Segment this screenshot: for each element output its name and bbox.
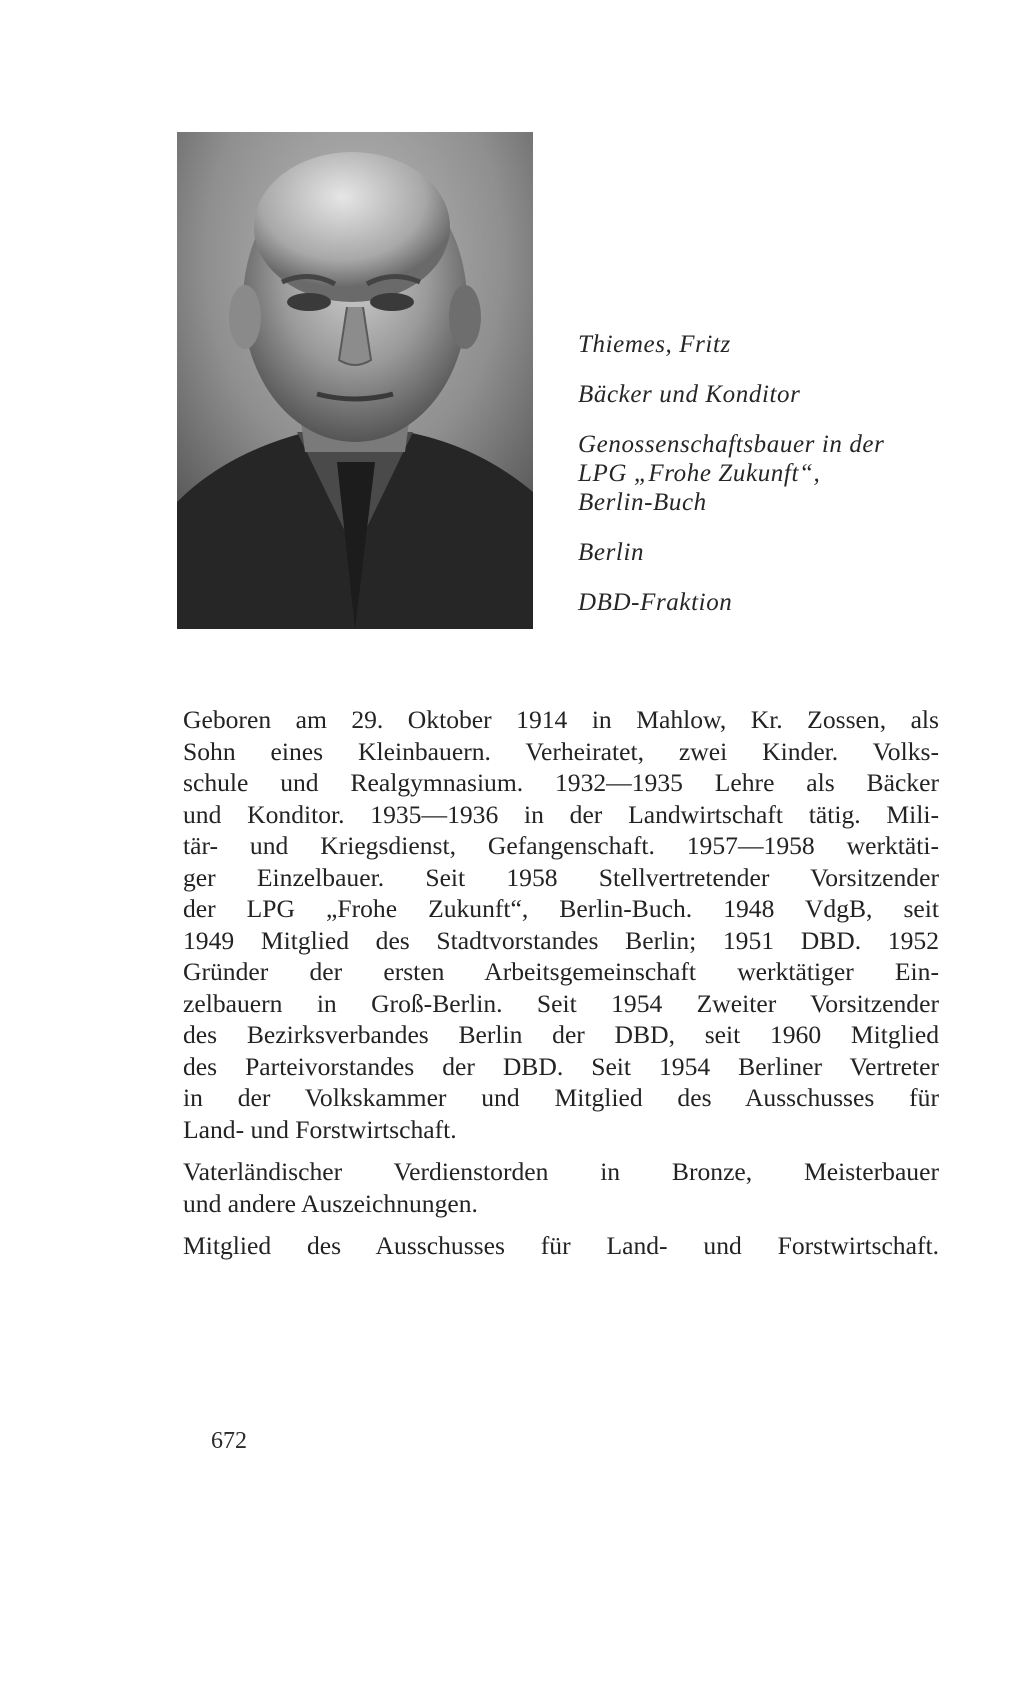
- bio-line: in der Volkskammer und Mitglied des Ausschusses für: [183, 1083, 939, 1112]
- bio-line: des Parteivorstandes der DBD. Seit 1954 Berliner Vertreter: [183, 1051, 939, 1081]
- bio-line: ger Einzelbauer. Seit 1958 Stellvertretender Vorsitzender: [183, 862, 939, 892]
- position-line: Berlin-Buch: [578, 489, 707, 516]
- bio-paragraph-1: [183, 704, 939, 1145]
- bio-line: Mitglied des Ausschusses für Land- und Forstwirtschaft.: [183, 1231, 939, 1260]
- bio-line: Vaterländischer Verdienstorden in Bronze, Meisterbauer: [183, 1157, 939, 1186]
- bio-line: schule und Realgymnasium. 1932—1935 Lehre als Bäcker: [183, 768, 939, 797]
- bio-paragraph-2: [183, 1156, 939, 1219]
- bio-line: des Bezirksverbandes Berlin der DBD, seit 1960 Mitglied: [183, 1020, 939, 1049]
- caption-block: [578, 330, 998, 638]
- page-number: 672: [211, 1428, 247, 1454]
- position: [578, 430, 998, 517]
- bio-line: der LPG „Frohe Zukunft“, Berlin-Buch. 1948 VdgB, seit: [183, 894, 939, 923]
- bio-line: Gründer der ersten Arbeitsgemeinschaft werktätiger Ein-: [183, 957, 939, 986]
- person-name: Thiemes, Fritz: [578, 331, 731, 358]
- profession: Bäcker und Konditor: [578, 381, 801, 408]
- bio-line: 1949 Mitglied des Stadtvorstandes Berlin; 1951 DBD. 1952: [183, 925, 939, 955]
- position-line: Genossenschaftsbauer in der: [578, 431, 885, 458]
- biography: [183, 704, 939, 1273]
- bio-line: zelbauern in Groß-Berlin. Seit 1954 Zweiter Vorsitzender: [183, 988, 939, 1018]
- bio-line: Sohn eines Kleinbauern. Verheiratet, zwei Kinder. Volks-: [183, 736, 939, 766]
- faction: DBD-Fraktion: [578, 589, 733, 616]
- bio-line: und Konditor. 1935—1936 in der Landwirtschaft tätig. Mili-: [183, 799, 939, 829]
- position-line: LPG „Frohe Zukunft“,: [578, 460, 821, 487]
- portrait-icon: [177, 132, 533, 629]
- bio-line: tär- und Kriegsdienst, Gefangenschaft. 1957—1958 werktäti-: [183, 831, 939, 860]
- bio-line: Geboren am 29. Oktober 1914 in Mahlow, Kr. Zossen, als: [183, 705, 939, 734]
- portrait-photo: [177, 132, 533, 629]
- bio-paragraph-3: [183, 1230, 939, 1262]
- bio-line: Land- und Forstwirtschaft.: [183, 1114, 457, 1144]
- constituency: Berlin: [578, 539, 645, 566]
- bio-line: und andere Auszeichnungen.: [183, 1188, 478, 1218]
